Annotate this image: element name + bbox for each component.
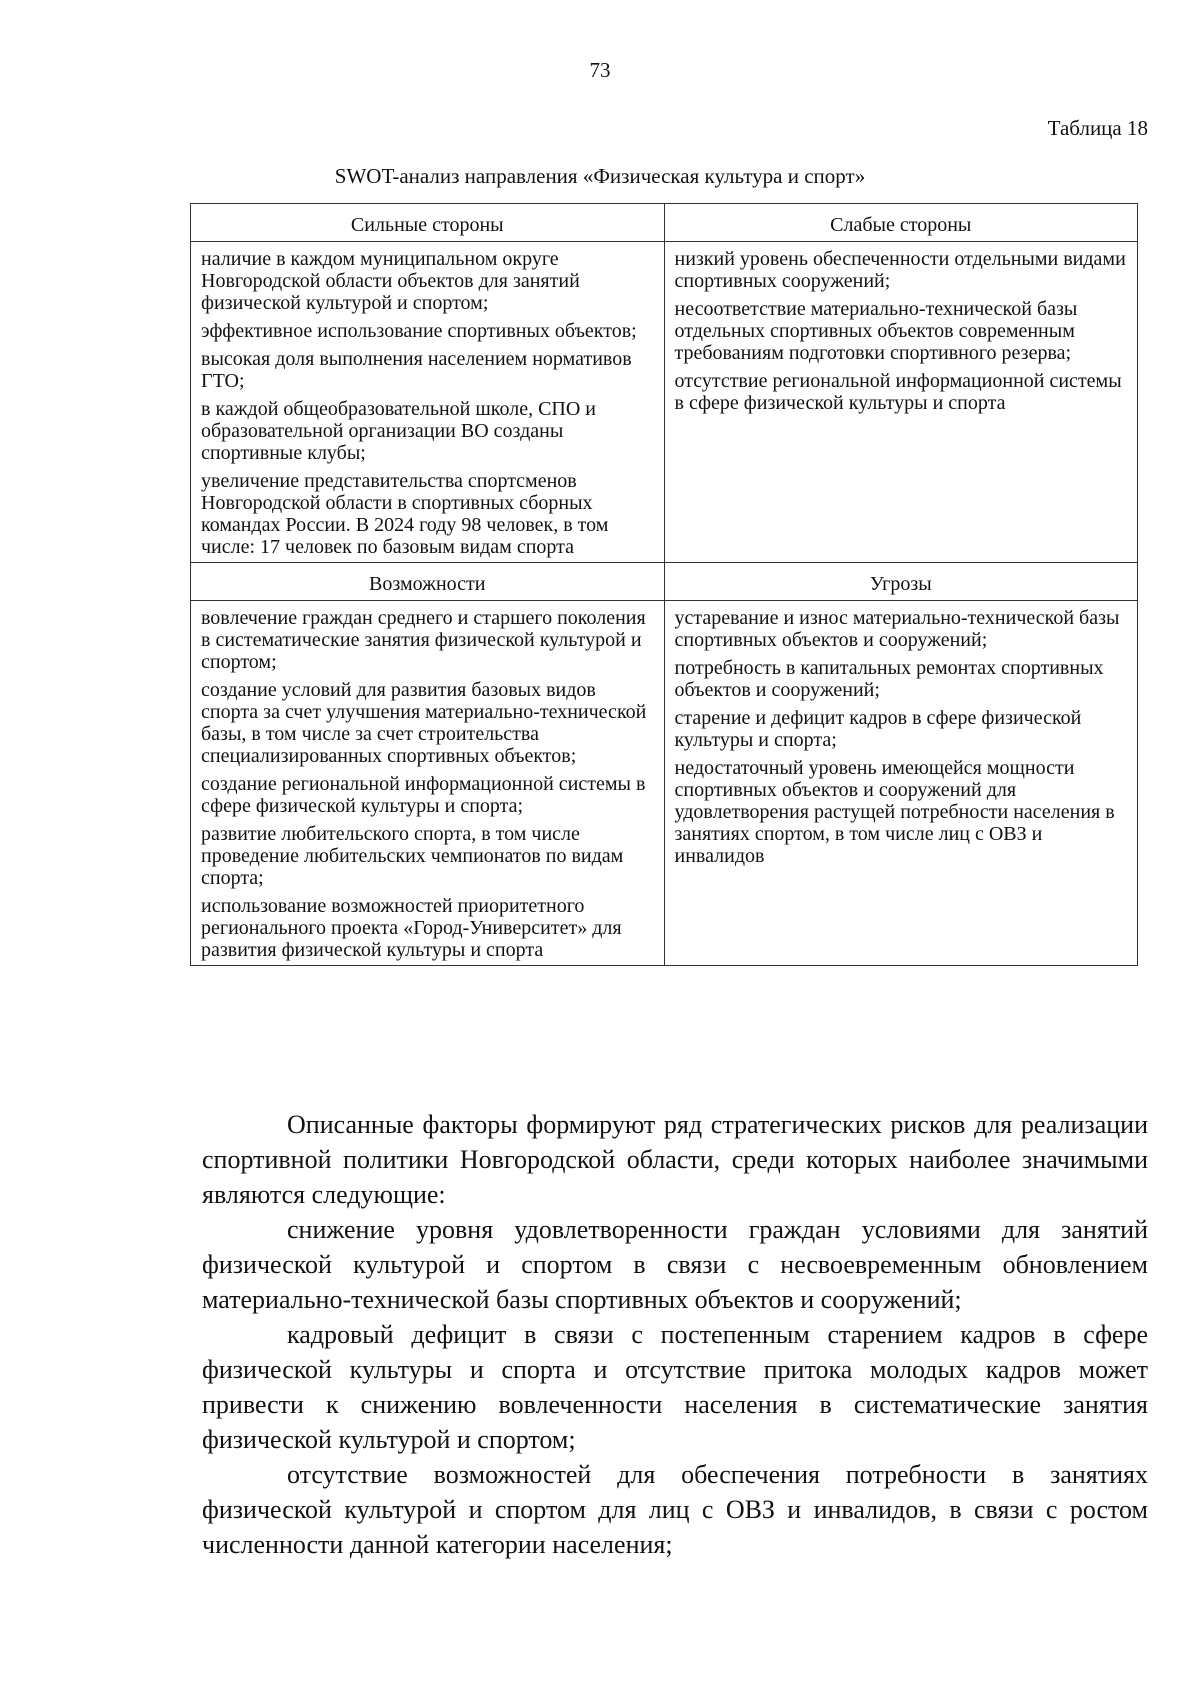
opportunity-item: создание региональной информационной системы в сфере физической культуры и спорта; bbox=[201, 773, 646, 817]
swot-table bbox=[190, 203, 1138, 966]
threats-cell bbox=[664, 601, 1138, 966]
strength-item: высокая доля выполнения населением нормативов ГТО; bbox=[201, 348, 632, 392]
strength-item: эффективное использование спортивных объектов; bbox=[201, 320, 637, 342]
page-number: 73 bbox=[589, 58, 611, 82]
body-text bbox=[202, 1107, 1148, 1562]
opportunity-item: использование возможностей приоритетного регионального проекта «Город-Университет» для развития физической культуры и спорта bbox=[201, 895, 622, 961]
table-title: SWOT-анализ направления «Физическая культура и спорт» bbox=[334, 164, 866, 188]
swot-header-row bbox=[191, 204, 1138, 242]
opportunities-cell bbox=[191, 601, 665, 966]
weakness-item: отсутствие региональной информационной системы в сфере физической культуры и спорта bbox=[674, 370, 1122, 414]
threat-item: потребность в капитальных ремонтах спортивных объектов и сооружений; bbox=[674, 657, 1104, 701]
threat-item: старение и дефицит кадров в сфере физической культуры и спорта; bbox=[674, 707, 1082, 751]
table-label: Таблица 18 bbox=[1047, 116, 1148, 140]
strengths-cell bbox=[191, 242, 665, 563]
body-paragraph: снижение уровня удовлетворенности граждан условиями для занятий физической культурой и спортом в связи с несвоевременным обновлением материально-технической базы спортивных объектов и сооружений; bbox=[202, 1215, 1148, 1314]
threat-item: устаревание и износ материально-технической базы спортивных объектов и сооружений; bbox=[674, 607, 1120, 651]
threats-header: Угрозы bbox=[664, 563, 1138, 601]
body-paragraph: отсутствие возможностей для обеспечения потребности в занятиях физической культурой и спортом для лиц с ОВЗ и инвалидов, в связи с ростом численности данной категории населения; bbox=[202, 1460, 1148, 1559]
opportunity-item: развитие любительского спорта, в том числе проведение любительских чемпионатов по видам спорта; bbox=[201, 823, 624, 889]
threat-item: недостаточный уровень имеющейся мощности спортивных объектов и сооружений для удовлетворения растущей потребности населения в занятиях спортом, в том числе лиц с ОВЗ и инвалидов bbox=[674, 757, 1115, 867]
strength-item: наличие в каждом муниципальном округе Новгородской области объектов для занятий физической культурой и спортом; bbox=[201, 248, 580, 314]
opportunity-item: создание условий для развития базовых видов спорта за счет улучшения материально-технической базы, в том числе за счет строительства специализированных спортивных объектов; bbox=[201, 679, 647, 767]
opportunity-item: вовлечение граждан среднего и старшего поколения в систематические занятия физической культурой и спортом; bbox=[201, 607, 646, 673]
weaknesses-header: Слабые стороны bbox=[664, 204, 1138, 242]
body-paragraph: кадровый дефицит в связи с постепенным старением кадров в сфере физической культуры и спорта и отсутствие притока молодых кадров может привести к снижению вовлеченности населения в систематические занятия физической культурой и спортом; bbox=[202, 1320, 1148, 1454]
weakness-item: низкий уровень обеспеченности отдельными видами спортивных сооружений; bbox=[674, 248, 1126, 292]
strengths-header: Сильные стороны bbox=[191, 204, 665, 242]
strength-item: в каждой общеобразовательной школе, СПО и образовательной организации ВО созданы спортивные клубы; bbox=[201, 398, 597, 464]
opportunities-header: Возможности bbox=[191, 563, 665, 601]
weaknesses-cell bbox=[664, 242, 1138, 563]
swot-row bbox=[191, 242, 1138, 563]
body-paragraph: Описанные факторы формируют ряд стратегических рисков для реализации спортивной политики Новгородской области, среди которых наиболее значимыми являются следующие: bbox=[202, 1110, 1148, 1209]
strength-item: увеличение представительства спортсменов Новгородской области в спортивных сборных командах России. В 2024 году 98 человек, в том числе: 17 человек по базовым видам спорта bbox=[201, 470, 609, 558]
swot-row bbox=[191, 601, 1138, 966]
swot-header-row bbox=[191, 563, 1138, 601]
weakness-item: несоответствие материально-технической базы отдельных спортивных объектов современным требованиям подготовки спортивного резерва; bbox=[674, 298, 1078, 364]
